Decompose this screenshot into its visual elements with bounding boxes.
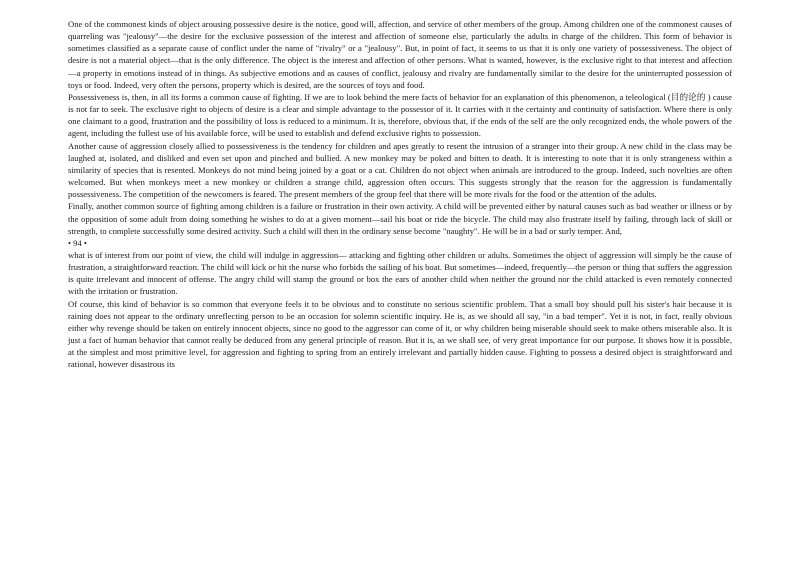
paragraph-jealousy: One of the commonest kinds of object arousing possessive desire is the notice, good will, affection, and service of other members of the group. Among children one of the commonest causes of quarreling was "jealousy"—the desire for the exclusive possession of the interest and affection of someone else, particularly the adults in charge of the children. This form of behavior is sometimes classified as a separate cause of conflict under the name of "rivalry" or a "jealousy". But, in point of fact, it seems to us that it is only one variety of possessiveness. The object of desire is not a material object—that is the only difference. The object is the interest and affection of other persons. What is wanted, however, is the exclusive right to that interest and affection—a property in emotions instead of in things. As subjective emotions and as causes of conflict, jealousy and rivalry are fundamentally similar to the desire for the uninterrupted possession of toys or food. Indeed, very often the persons, property which is desired, are the sources of toys and food. [68,19,732,90]
paragraph-bad-temper: Of course, this kind of behavior is so common that everyone feels it to be obvious and to constitute no serious scientific problem. That a small boy should pull his sister's hair because it is raining does not appear to the ordinary unreflecting person to be an occasion for solemn scientific inquiry. He is, as we should all say, "in a bad temper". Yet it is not, in fact, really obvious either why revenge should be taken on entirely innocent objects, since no good to the aggressor can come of it, or why children being miserable should seek to make others miserable also. It is just a fact of human behavior that cannot really be deduced from any general principle of reason. But it is, as we shall see, of very great importance for our purpose. It shows how it is possible, at the simplest and most primitive level, for aggression and fighting to spring from an entirely irrelevant and partially hidden cause. Fighting to possess a desired object is straightforward and rational, however disastrous its [68,298,732,370]
page-number: • 94 • [68,237,87,248]
paragraph-possessiveness: Possessiveness is, then, in all its forms a common cause of fighting. If we are to look behind the mere facts of behavior for an explanation of this phenomenon, a teleological (目的论的 ) cause is not far to seek. The exclusive right to objects of desire is a clear and simple advantage to the possessor of it. It carries with it the certainty and continuity of satisfaction. Where there is only one claimant to a good, frustration and the possibility of loss is reduced to a minimum. It is, therefore, obvious that, if the ends of the self are the only recognized ends, the whole powers of the agent, including the fullest use of his available force, will be used to establish and defend exclusive rights to possession. [68,91,732,139]
document-page [68,18,732,371]
paragraph-frustration: Finally, another common source of fighting among children is a failure or frustration in their own activity. A child will be prevented either by natural causes such as bad weather or illness or by the opposition of some adult from doing something he wishes to do at a given moment—sail his boat or ride the bicycle. The child may also frustrate itself by failing, through lack of skill or strength, to complete successfully some desired activity. Such a child will then in the ordinary sense become "naughty". He will be in a bad or surly temper. And, [68,201,732,236]
paragraph-strangers: Another cause of aggression closely allied to possessiveness is the tendency for children and apes greatly to resent the intrusion of a stranger into their group. A new child in the class may be laughed at, isolated, and disliked and even set upon and pinched and bullied. A new monkey may be poked and bitten to death. It is interesting to note that it is only strangeness within a similarity of species that is resented. Monkeys do not mind being joined by a goat or a cat. Children do not object when animals are introduced to the group. Indeed, such novelties are often welcomed. But when monkeys meet a new monkey or children a strange child, aggression often occurs. This suggests strongly that the reason for the aggression is fundamentally possessiveness. The competition of the newcomers is feared. The present members of the group feel that there will be more rivals for the food or the attention of the adults. [68,140,732,200]
paragraph-aggression: what is of interest from our point of view, the child will indulge in aggression— attacking and fighting other children or adults. Sometimes the object of aggression will simply be the cause of frustration, a straightforward reaction. The child will kick or hit the nurse who forbids the sailing of his boat. But sometimes—indeed, frequently—the person or thing that suffers the aggression is quite irrelevant and innocent of offense. The angry child will stamp the ground or box the ears of another child when neither the ground nor the child attacked is even remotely connected with the irritation or frustration. [68,249,732,297]
